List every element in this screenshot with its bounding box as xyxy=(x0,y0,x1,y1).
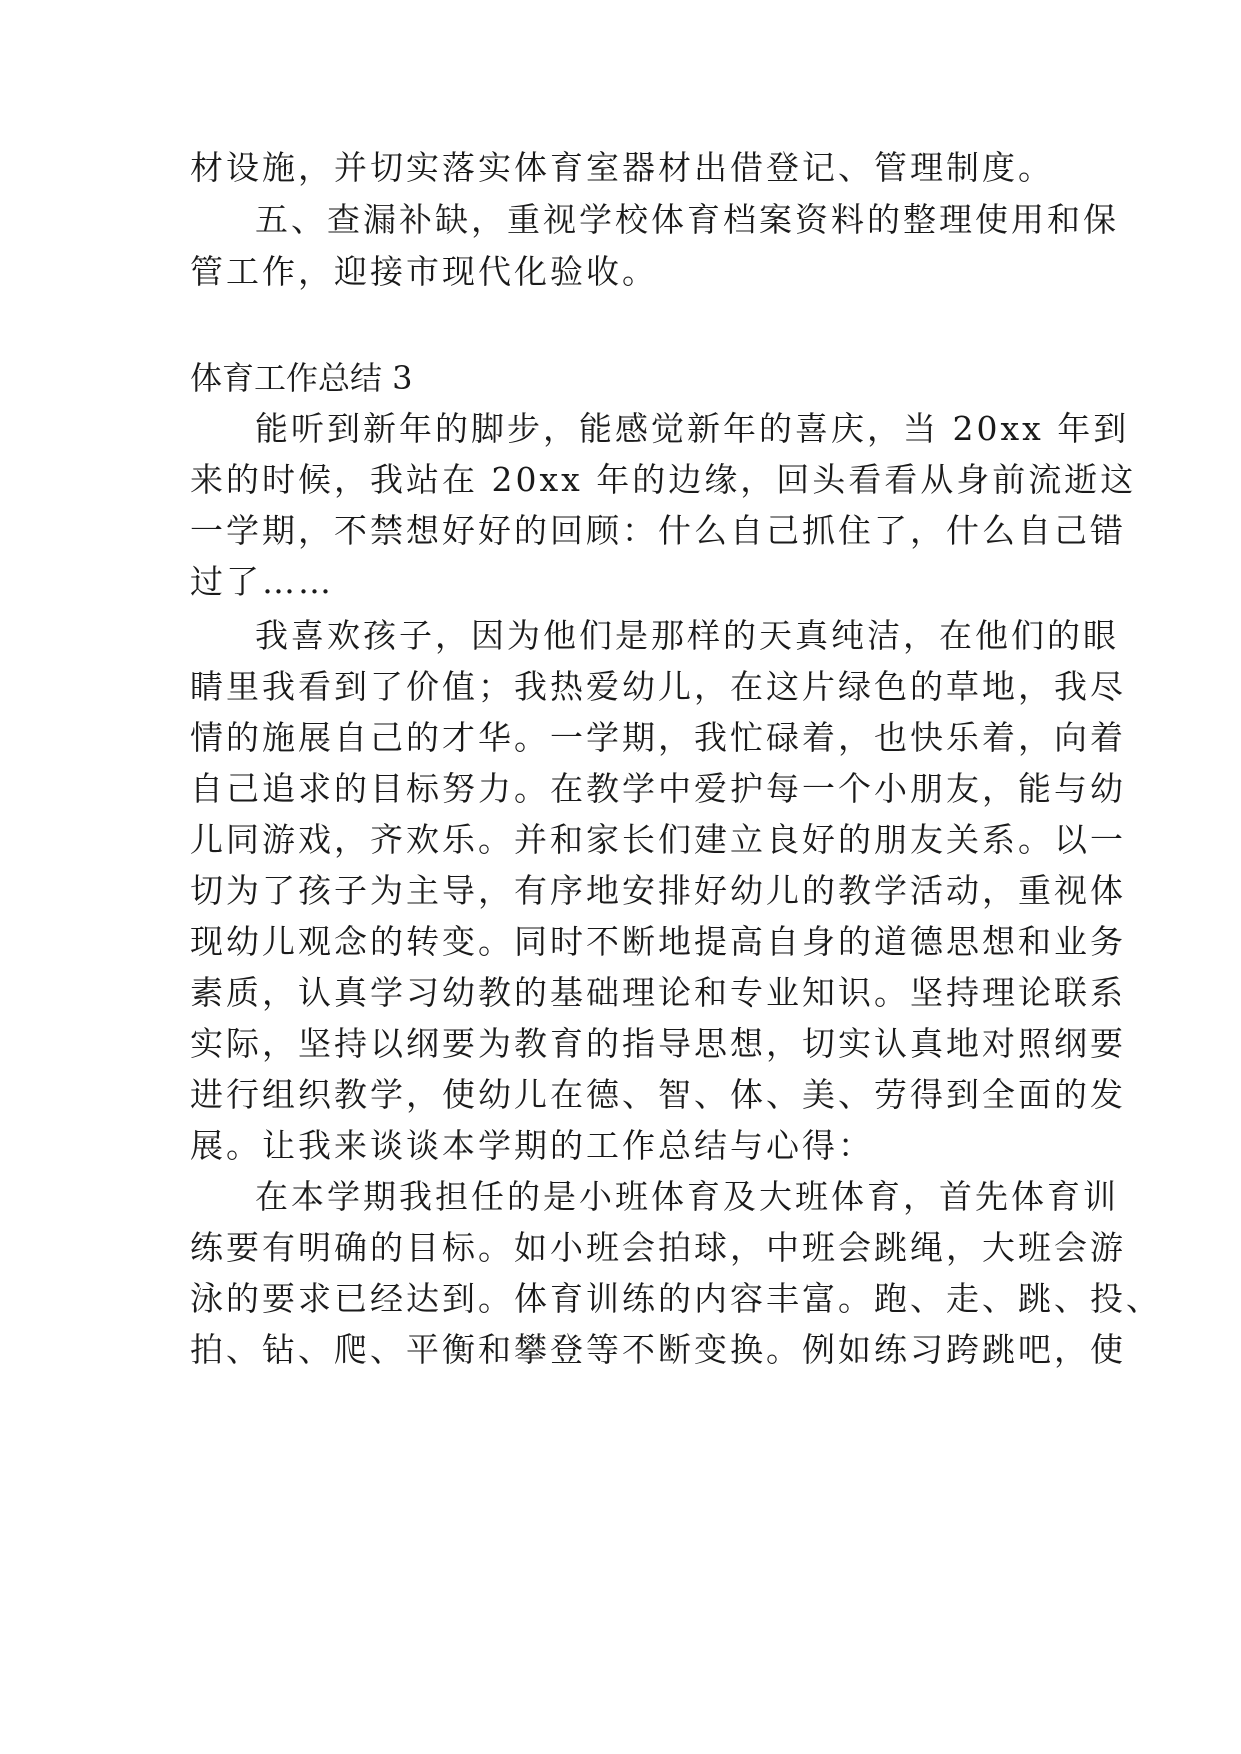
body-text-line: 我喜欢孩子，因为他们是那样的天真纯洁，在他们的眼 xyxy=(255,616,1119,655)
body-text-line: 泳的要求已经达到。体育训练的内容丰富。跑、走、跳、投、 xyxy=(190,1279,1162,1318)
body-text-line: 实际，坚持以纲要为教育的指导思想，切实认真地对照纲要 xyxy=(190,1024,1126,1063)
body-text-line: 切为了孩子为主导，有序地安排好幼儿的教学活动，重视体 xyxy=(190,871,1126,910)
body-text-line: 睛里我看到了价值；我热爱幼儿，在这片绿色的草地，我尽 xyxy=(190,667,1126,706)
body-text-line: 素质，认真学习幼教的基础理论和专业知识。坚持理论联系 xyxy=(190,973,1126,1012)
body-text-line: 展。让我来谈谈本学期的工作总结与心得： xyxy=(190,1126,874,1165)
body-text-line: 能听到新年的脚步，能感觉新年的喜庆，当 20xx 年到 xyxy=(255,409,1130,448)
body-text-line: 来的时候，我站在 20xx 年的边缘，回头看看从身前流逝这 xyxy=(190,460,1137,499)
body-text-line: 儿同游戏，齐欢乐。并和家长们建立良好的朋友关系。以一 xyxy=(190,820,1126,859)
body-text-line: 过了…… xyxy=(190,562,334,601)
body-text-line: 练要有明确的目标。如小班会拍球，中班会跳绳，大班会游 xyxy=(190,1228,1126,1267)
body-text-line: 管工作，迎接市现代化验收。 xyxy=(190,252,658,291)
body-text-line: 在本学期我担任的是小班体育及大班体育，首先体育训 xyxy=(255,1177,1119,1216)
body-text-line: 自己追求的目标努力。在教学中爱护每一个小朋友，能与幼 xyxy=(190,769,1126,808)
body-text-line: 拍、钻、爬、平衡和攀登等不断变换。例如练习跨跳吧，使 xyxy=(190,1330,1126,1369)
body-text-line: 现幼儿观念的转变。同时不断地提高自身的道德思想和业务 xyxy=(190,922,1126,961)
body-text-line: 进行组织教学，使幼儿在德、智、体、美、劳得到全面的发 xyxy=(190,1075,1126,1114)
section-heading: 体育工作总结 3 xyxy=(190,359,413,397)
body-text-line: 五、查漏补缺，重视学校体育档案资料的整理使用和保 xyxy=(255,200,1119,239)
body-text-line: 情的施展自己的才华。一学期，我忙碌着，也快乐着，向着 xyxy=(190,718,1126,757)
body-text-line: 一学期，不禁想好好的回顾：什么自己抓住了，什么自己错 xyxy=(190,511,1126,550)
body-text-line: 材设施，并切实落实体育室器材出借登记、管理制度。 xyxy=(190,148,1054,187)
